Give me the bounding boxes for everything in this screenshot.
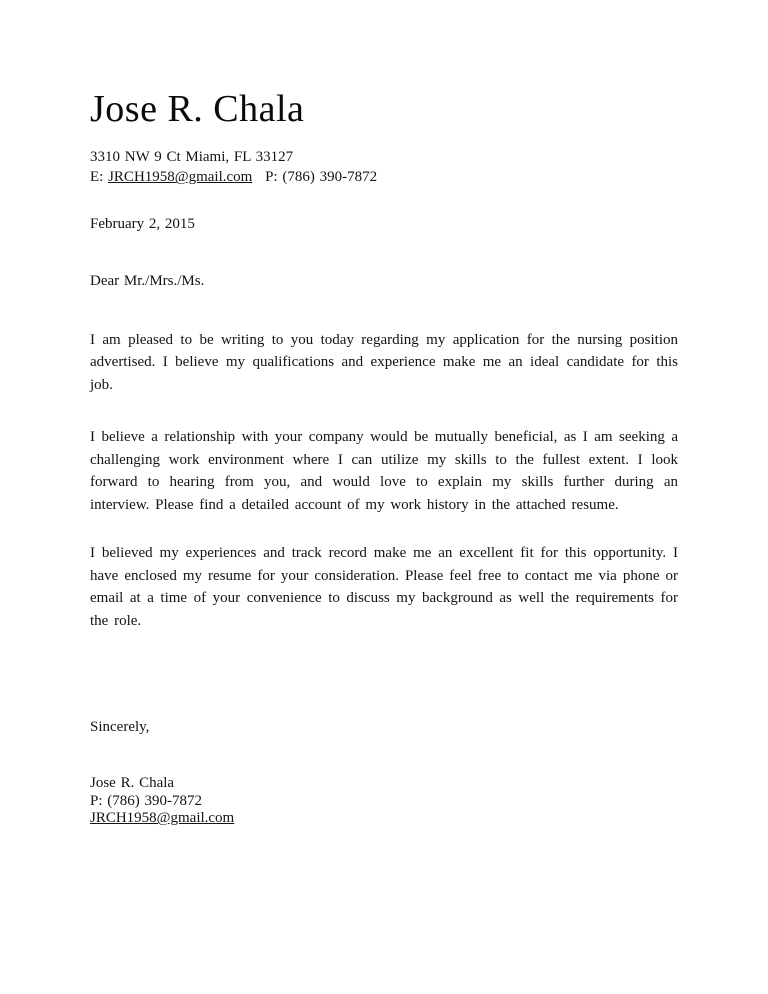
letter-date: February 2, 2015 (90, 216, 195, 233)
phone-label: P: (265, 169, 278, 186)
sender-name: Jose R. Chala (90, 88, 305, 130)
body-paragraph-3: I believed my experiences and track record make me an excellent fit for this opportunity. I have enclosed my resume for your consideration. Please feel free to contact me via phone or email at a time of your convenience to discuss my background as well the requirements for the role. (90, 545, 678, 629)
email-link[interactable]: JRCH1958@gmail.com (108, 169, 253, 186)
signature-name: Jose R. Chala (90, 774, 175, 791)
body-paragraph-1: I am pleased to be writing to you today regarding my application for the nursing position advertised. I believe my qualifications and experience make me an ideal candidate for this job. (90, 331, 678, 393)
signature-email-link[interactable]: JRCH1958@gmail.com (90, 810, 235, 827)
signature-phone: P: (786) 390-7872 (90, 792, 202, 809)
salutation: Dear Mr./Mrs./Ms. (90, 272, 205, 289)
sender-address: 3310 NW 9 Ct Miami, FL 33127 (90, 148, 294, 165)
closing: Sincerely, (90, 719, 150, 736)
phone-number: (786) 390-7872 (282, 169, 378, 186)
contact-line (90, 168, 678, 187)
body-paragraph-2: I believe a relationship with your company would be mutually beneficial, as I am seeking a challenging work environment where I can utilize my skills to the fullest extent. I look forward to hearing from you, and would love to explain my skills further during an interview. Please find a detailed account of my work history in the attached resume. (90, 429, 678, 513)
signature-block (90, 775, 678, 828)
email-label: E: (90, 169, 104, 186)
